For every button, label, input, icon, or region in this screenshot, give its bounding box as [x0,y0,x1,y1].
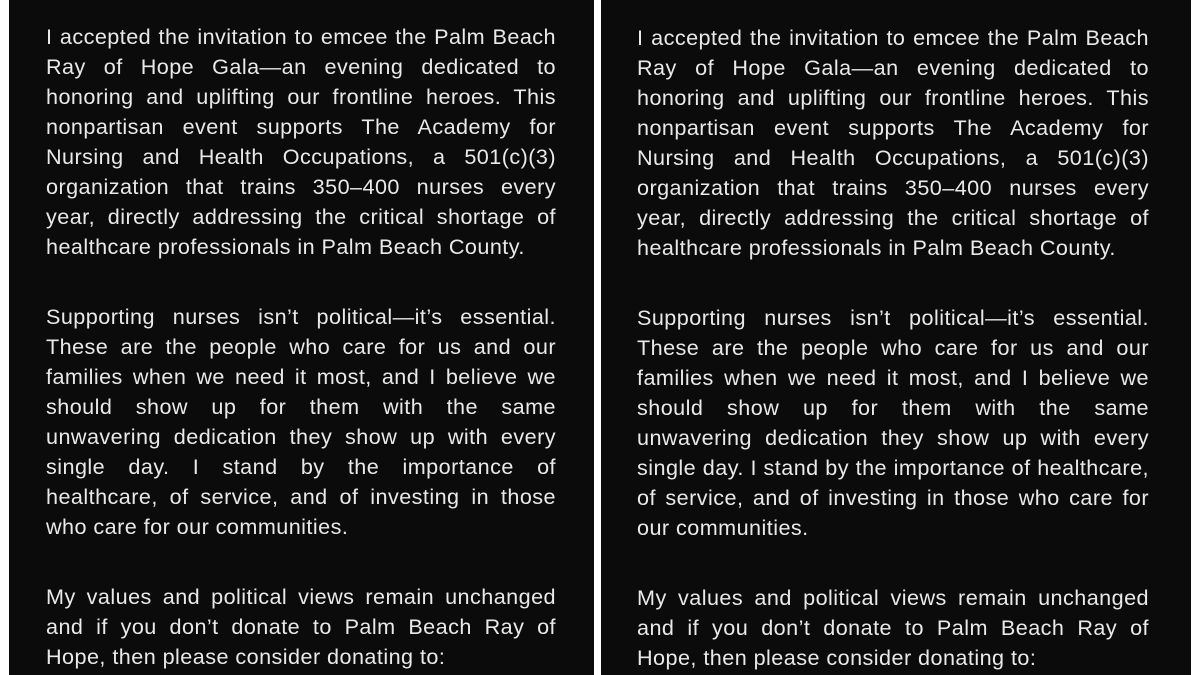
paragraph-values: My values and political views remain unchanged and if you don’t donate to Palm Beach Ray of Hope, then please consider donating to: [637,585,1149,670]
paragraph-supporting-nurses: Supporting nurses isn’t political—it’s essential. These are the people who care for us and our families when we need it most, and I believe we should show up for them with the same unwavering dedication they show up with every single day. I stand by the importance of healthcare, of service, and of investing in those who care for our communities. [46,304,556,539]
paragraph-invitation: I accepted the invitation to emcee the Palm Beach Ray of Hope Gala—an evening dedicated to honoring and uplifting our frontline heroes. This nonpartisan event supports The Academy for Nursing and Health Occupations, a 501(c)(3) organization that trains 350–400 nurses every year, directly addressing the critical shortage of healthcare professionals in Palm Beach County. [46,24,556,259]
paragraph-values: My values and political views remain unchanged and if you don’t donate to Palm Beach Ray of Hope, then please consider donating to: [46,584,556,669]
paragraph-supporting-nurses: Supporting nurses isn’t political—it’s essential. These are the people who care for us and our families when we need it most, and I believe we should show up for them with the same unwavering dedication they show up with every single day. I stand by the importance of healthcare, of service, and of investing in those who care for our communities. [637,305,1149,540]
statement-panel-right [601,0,1191,675]
paragraph-invitation: I accepted the invitation to emcee the Palm Beach Ray of Hope Gala—an evening dedicated to honoring and uplifting our frontline heroes. This nonpartisan event supports The Academy for Nursing and Health Occupations, a 501(c)(3) organization that trains 350–400 nurses every year, directly addressing the critical shortage of healthcare professionals in Palm Beach County. [637,25,1149,260]
statement-panel-left [9,0,594,675]
